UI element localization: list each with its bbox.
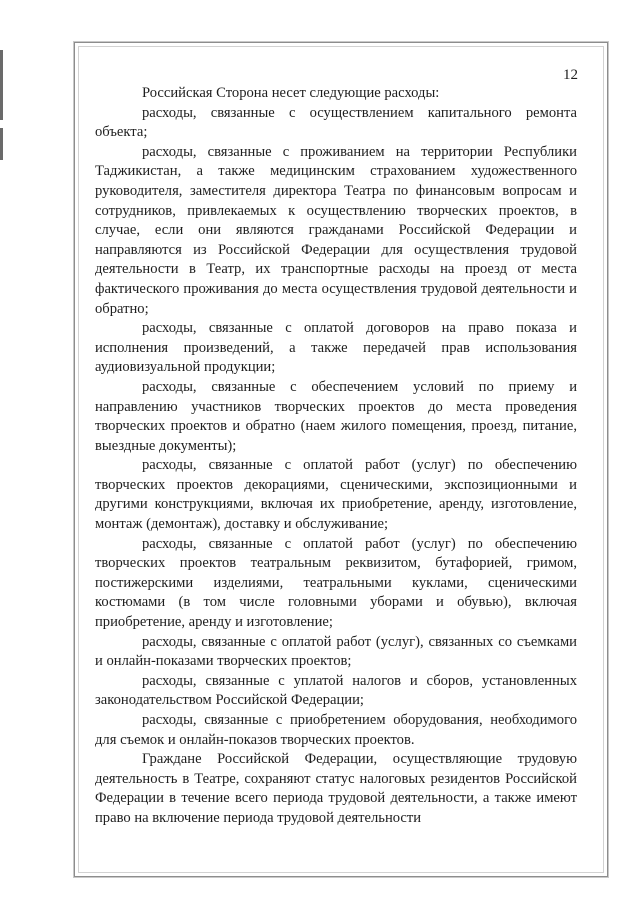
paragraph-citizens: Граждане Российской Федерации, осуществляющие трудовую деятельность в Театре, сохраняют статус налоговых резидентов Российской Федерации в течение всего периода трудовой деятельности, а также имеют право на включение периода трудовой деятельности (95, 751, 577, 826)
paragraph-intro: Российская Сторона несет следующие расходы: (142, 85, 440, 101)
scan-edge-mark-top (0, 50, 3, 120)
paragraph-participants: расходы, связанные с обеспечением условий по приему и направлению участников творческих проектов до места проведения творческих проектов и обратно (наем жилого помещения, проезд, питание, выездные документы); (95, 378, 577, 454)
paragraph-filming: расходы, связанные с оплатой работ (услуг), связанных со съемками и онлайн-показами творческих проектов; (95, 633, 577, 670)
paragraph-show-rights: расходы, связанные с оплатой договоров на право показа и исполнения произведений, а также передачей прав использования аудиовизуальной продукции; (95, 320, 577, 376)
paragraph-props: расходы, связанные с оплатой работ (услуг) по обеспечению творческих проектов театральным реквизитом, бутафорией, гримом, постижерскими изделиями, театральными куклами, сценическими костюмами (в том числе головными уборами и обувью), включая приобретение, аренду и изготовление; (95, 535, 577, 631)
paragraph-taxes: расходы, связанные с уплатой налогов и сборов, установленных законодательством Российской Федерации; (95, 672, 577, 709)
paragraph-decorations: расходы, связанные с оплатой работ (услуг) по обеспечению творческих проектов декорациями, сценическими, экспозиционными и другими конструкциями, включая их приобретение, аренду, изготовление, монтаж (демонтаж), доставку и обслуживание; (95, 457, 577, 533)
paragraph-capital-repair: расходы, связанные с осуществлением капитального ремонта объекта; (95, 104, 577, 141)
paragraph-equipment: расходы, связанные с приобретением оборудования, необходимого для съемок и онлайн-показов творческих проектов. (95, 712, 577, 748)
scan-edge-mark-bottom (0, 128, 3, 160)
page-number: 12 (563, 67, 578, 83)
document-body (95, 84, 577, 829)
paragraph-accommodation: расходы, связанные с проживанием на территории Республики Таджикистан, а также медицинским страхованием художественного руководителя, заместителя директора Театра по финансовым вопросам и сотрудников, привлекаемых к осуществлению творческих проектов, в случае, если они являются гражданами Российской Федерации и направляются из Российской Федерации для осуществления трудовой деятельности в Театр, их транспортные расходы на проезд от места фактического проживания до места осуществления трудовой деятельности и обратно; (95, 143, 577, 317)
